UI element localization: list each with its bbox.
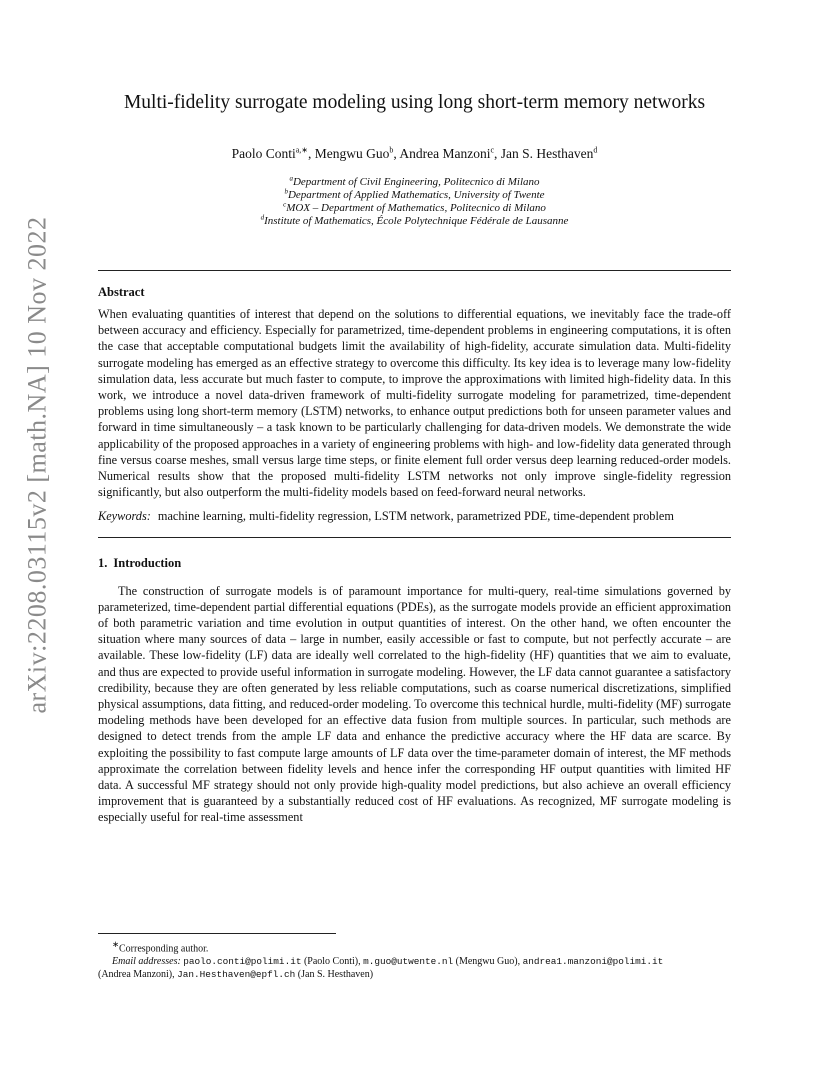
- author-affiliation-mark: a,∗: [295, 145, 308, 155]
- section-number: 1.: [98, 555, 108, 570]
- affiliation-list: [98, 176, 731, 228]
- author-affiliation-mark: d: [593, 145, 598, 155]
- affiliation: $^b$Department of Applied Mathematics, University of Twente: [284, 187, 545, 201]
- email-link[interactable]: andrea1.manzoni@polimi.it: [522, 956, 664, 968]
- email-link[interactable]: m.guo@utwente.nl: [363, 956, 454, 968]
- footnote-mark: ∗: [112, 940, 119, 949]
- email-note-continued: (Andrea Manzoni), Jan.Hesthaven@epfl.ch (Jan S. Hesthaven): [98, 969, 374, 981]
- keywords: [98, 508, 731, 524]
- introduction-body: The construction of surrogate models is of paramount importance for multi-query, real-time simulations governed by parameterized, time-dependent partial differential equations (PDEs), as the surrogate models provide an efficient approximation of both parametric variation and time evolution in output quantities of interest. On the other hand, we often encounter the situation where many sources of data – large in number, easily accessible or fast to compute, but not perfectly accurate – are available. These low-fidelity (LF) data are ideally well correlated to the high-fidelity (HF) quantities that we aim to evaluate, and thus are expected to provide useful information in surrogate modeling. However, the LF data cannot guarantee a satisfactory credibility, because they are often generated by less reliable computations, such as coarse numerical discretizations, simplified physical assumptions, data fitting, and reduced-order modeling. To overcome this technical hurdle, multi-fidelity (MF) surrogate modeling methods have been developed for an effective data fusion from multiple sources. In particular, such methods are designed to detect trends from the ample LF data and enhance the predictive accuracy where the HF data are scarce. By exploiting the possibility to fast compute large amounts of LF data over the time-parameter domain of interest, the MF methods approximate the correlation between fidelity levels and hence infer the corresponding HF output quantities with limited HF data. A successful MF strategy should not only provide high-quality model predictions, but also achieve an overall efficiency improvement that is guaranteed by a substantially reduced cost of HF evaluations. As recognized, MF surrogate modeling is especially useful for real-time assessment: [98, 583, 731, 825]
- abstract-heading: Abstract: [98, 285, 145, 299]
- paper-title: Multi-fidelity surrogate modeling using long short-term memory networks: [123, 92, 706, 113]
- author-affiliation-mark: b: [389, 145, 394, 155]
- author-name: Paolo Conti: [231, 146, 296, 161]
- email-link[interactable]: paolo.conti@polimi.it: [183, 956, 302, 968]
- abstract-body: When evaluating quantities of interest that depend on the solutions to differential equations, we inevitably face the trade-off between accuracy and efficiency. Especially for parametrized, time-dependent problems in engineering computations, it is often the case that acceptable computational budgets limit the availability of high-fidelity, accurate simulation data. Multi-fidelity surrogate modeling has emerged as an effective strategy to overcome this difficulty. Its key idea is to leverage many low-fidelity simulation data, less accurate but much faster to compute, to improve the approximations with limited high-fidelity data. In this work, we introduce a novel data-driven framework of multi-fidelity surrogate modeling for parametrized, time-dependent problems using long short-term memory (LSTM) networks, to enhance output predictions both for unseen parameter values and forward in time simultaneously – a task known to be particularly challenging for data-driven models. We demonstrate the wide applicability of the proposed approaches in a variety of engineering problems with high- and low-fidelity data generated through fine versus coarse meshes, small versus large time steps, or finite element full order versus deep learning reduced-order models. Numerical results show that the proposed multi-fidelity LSTM networks not only improve single-fidelity regression significantly, but also outperform the multi-fidelity models based on feed-forward neural networks.: [98, 307, 731, 500]
- keywords-label: Keywords:: [98, 509, 151, 524]
- affiliation: $^c$MOX – Department of Mathematics, Politecnico di Milano: [283, 200, 546, 214]
- abstract-bottom-rule: [98, 537, 731, 538]
- email-note: Email addresses: paolo.conti@polimi.it (Paolo Conti), m.guo@utwente.nl (Mengwu Guo), andrea1.manzoni@polimi.it: [112, 956, 664, 968]
- author-list: Paolo Conti$^{a,∗}$, Mengwu Guo$^b$, Andrea Manzoni$^c$, Jan S. Hesthaven$^d$: [231, 145, 598, 161]
- footnotes: [98, 938, 731, 981]
- section-heading: [98, 556, 731, 571]
- arxiv-identifier[interactable]: arXiv:2208.03115v2 [math.NA] 10 Nov 2022: [23, 216, 52, 714]
- author-affiliation-mark: c: [490, 145, 495, 155]
- arxiv-sidebar: [18, 175, 58, 755]
- author-name: Andrea Manzoni: [399, 146, 491, 161]
- abstract-top-rule: [98, 270, 731, 271]
- email-link[interactable]: Jan.Hesthaven@epfl.ch: [177, 969, 296, 981]
- keywords-text: machine learning, multi-fidelity regression, LSTM network, parametrized PDE, time-dependent problem: [157, 509, 674, 524]
- corresponding-author-note: ∗Corresponding author.: [112, 940, 209, 955]
- footnote-rule: [98, 933, 336, 934]
- author-name: Mengwu Guo: [314, 146, 390, 161]
- email-label: Email addresses:: [112, 956, 181, 968]
- affiliation: $^d$Institute of Mathematics, École Polytechnique Fédérale de Lausanne: [260, 213, 569, 227]
- author-name: Jan S. Hesthaven: [500, 146, 594, 161]
- main-content: [98, 92, 731, 826]
- section-title: Introduction: [113, 555, 182, 570]
- affiliation: $^a$Department of Civil Engineering, Politecnico di Milano: [289, 174, 540, 188]
